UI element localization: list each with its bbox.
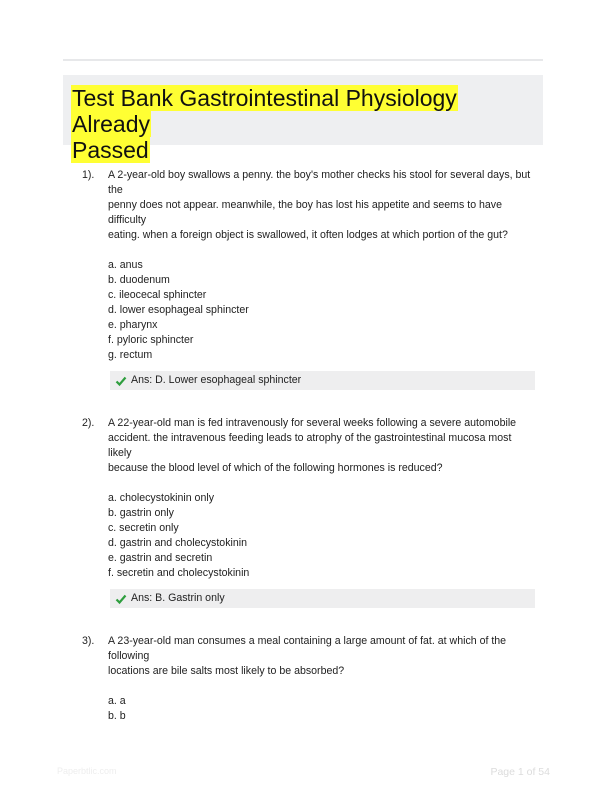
option-e: e. pharynx <box>108 319 158 331</box>
top-divider <box>63 59 543 61</box>
check-icon <box>115 593 127 605</box>
options-list <box>108 694 537 724</box>
question-number: 3). <box>82 635 95 647</box>
option-d: d. gastrin and cholecystokinin <box>108 537 247 549</box>
question-text <box>108 634 537 679</box>
option-d: d. lower esophageal sphincter <box>108 304 249 316</box>
answer-box <box>110 589 535 608</box>
question-2 <box>82 416 537 608</box>
question-line: because the blood level of which of the following hormones is reduced? <box>108 462 443 474</box>
page-indicator: Page 1 of 54 <box>490 766 550 778</box>
option-c: c. ileocecal sphincter <box>108 289 207 301</box>
document-title <box>71 85 531 163</box>
question-line: A 22-year-old man is fed intravenously for several weeks following a severe automobile <box>108 417 517 429</box>
option-b: b. gastrin only <box>108 507 174 519</box>
option-b: b. b <box>108 710 126 722</box>
check-icon <box>115 375 127 387</box>
question-number: 2). <box>82 417 95 429</box>
option-a: a. a <box>108 695 126 707</box>
question-text <box>108 416 537 476</box>
question-line: likely <box>108 447 132 459</box>
footer-watermark: Paperbtlic.com <box>57 766 117 776</box>
title-line-2: Passed <box>72 137 149 163</box>
answer-text: Ans: D. Lower esophageal sphincter <box>131 374 302 386</box>
option-a: a. cholecystokinin only <box>108 492 214 504</box>
option-a: a. anus <box>108 259 143 271</box>
answer-text: Ans: B. Gastrin only <box>131 592 225 604</box>
question-line: following <box>108 650 150 662</box>
question-line: accident. the intravenous feeding leads to atrophy of the gastrointestinal mucosa most <box>108 432 512 444</box>
option-f: f. pyloric sphincter <box>108 334 194 346</box>
options-list <box>108 258 537 363</box>
question-line: difficulty <box>108 214 147 226</box>
answer-box <box>110 371 535 390</box>
option-g: g. rectum <box>108 349 153 361</box>
question-number: 1). <box>82 169 95 181</box>
question-line: A 2-year-old boy swallows a penny. the boy's mother checks his stool for several days, but <box>108 169 531 181</box>
question-3 <box>82 634 537 724</box>
question-line: locations are bile salts most likely to be absorbed? <box>108 665 345 677</box>
option-f: f. secretin and cholecystokinin <box>108 567 250 579</box>
question-line: penny does not appear. meanwhile, the boy has lost his appetite and seems to have <box>108 199 502 211</box>
option-e: e. gastrin and secretin <box>108 552 213 564</box>
title-line-1: Test Bank Gastrointestinal Physiology Already <box>72 85 457 137</box>
option-c: c. secretin only <box>108 522 179 534</box>
question-1 <box>82 168 537 390</box>
question-line: the <box>108 184 123 196</box>
question-text <box>108 168 537 243</box>
question-line: A 23-year-old man consumes a meal containing a large amount of fat. at which of the <box>108 635 507 647</box>
question-line: eating. when a foreign object is swallowed, it often lodges at which portion of the gut? <box>108 229 508 241</box>
options-list <box>108 491 537 581</box>
option-b: b. duodenum <box>108 274 170 286</box>
